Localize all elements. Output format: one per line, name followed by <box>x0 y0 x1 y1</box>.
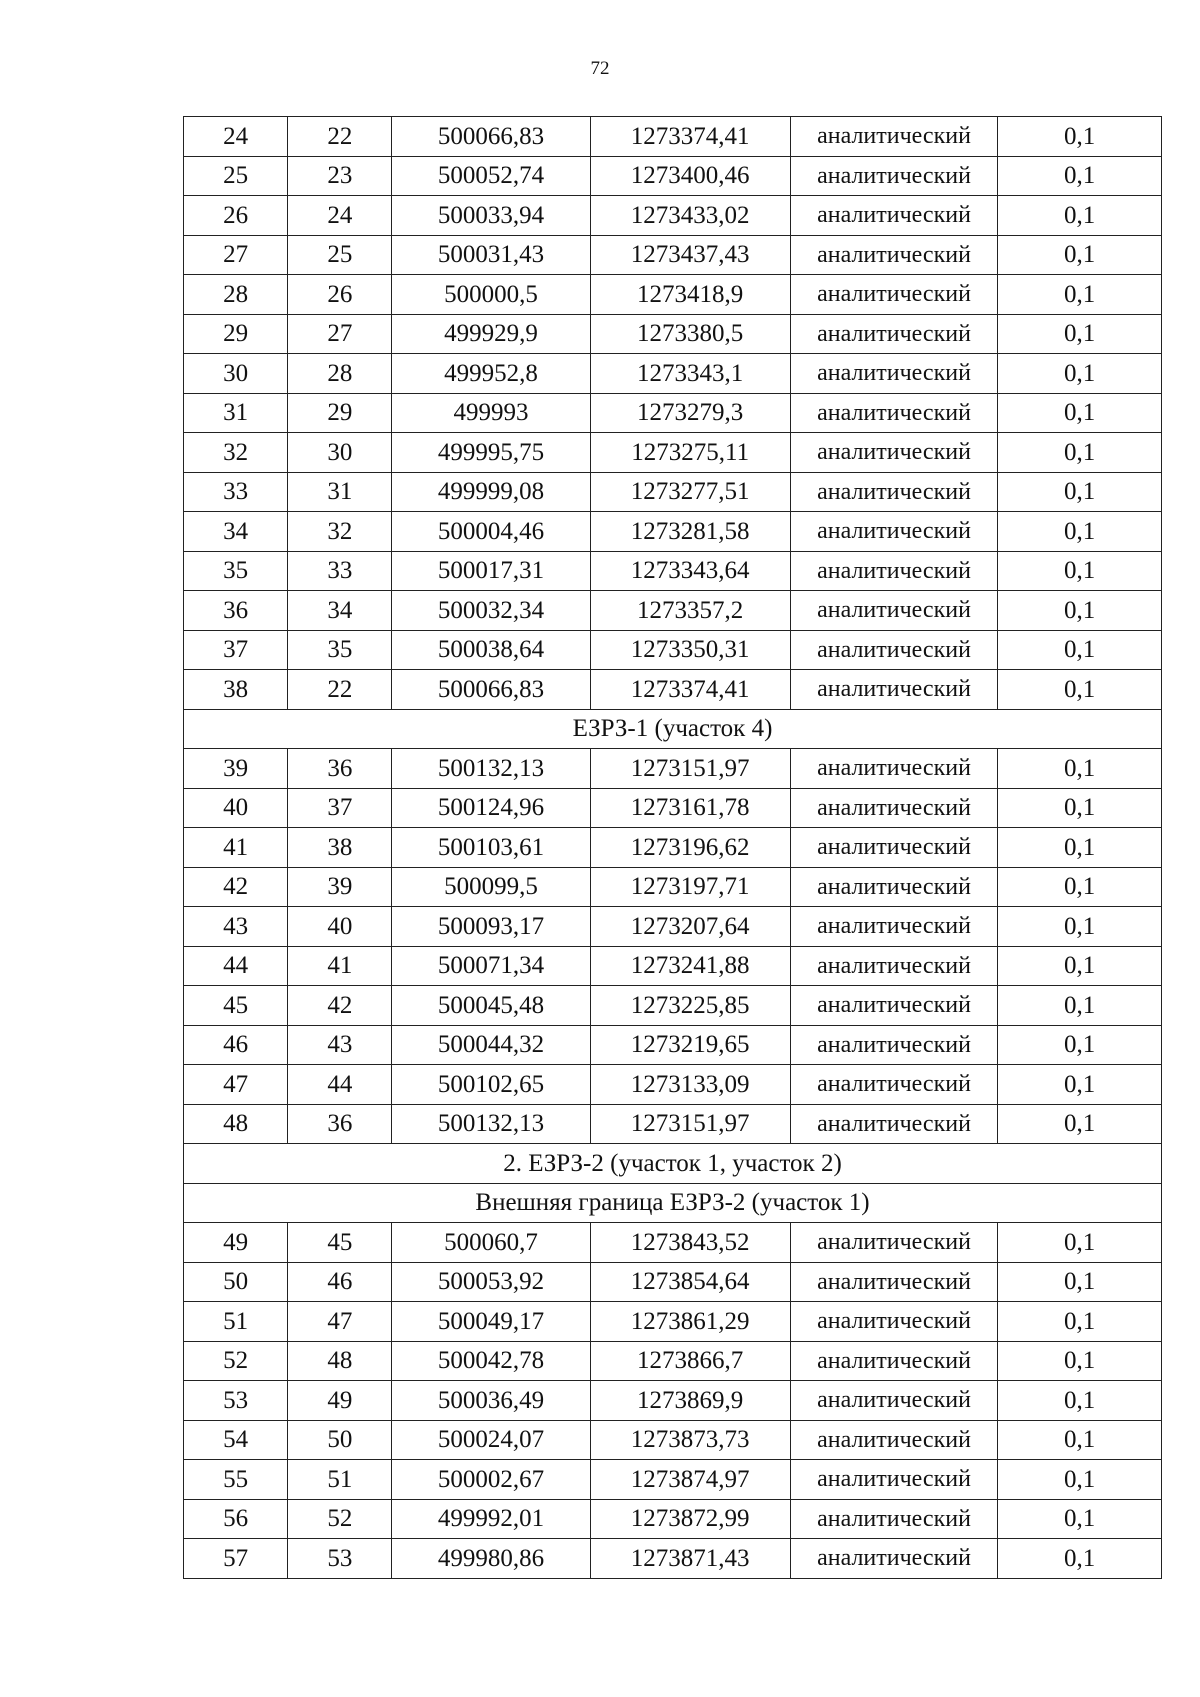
y-coordinate-cell: 1273872,99 <box>590 1499 790 1539</box>
x-coordinate-cell: 500093,17 <box>392 907 590 947</box>
point-number-cell: 49 <box>288 1381 392 1421</box>
table-row <box>184 1341 1162 1381</box>
x-coordinate-cell: 500071,34 <box>392 946 590 986</box>
x-coordinate-cell: 499992,01 <box>392 1499 590 1539</box>
point-number-cell: 48 <box>288 1341 392 1381</box>
y-coordinate-cell: 1273275,11 <box>590 433 790 473</box>
point-number-cell: 30 <box>288 433 392 473</box>
y-coordinate-cell: 1273871,43 <box>590 1539 790 1579</box>
x-coordinate-cell: 500038,64 <box>392 630 590 670</box>
table-row <box>184 1460 1162 1500</box>
section-title: ЕЗРЗ-1 (участок 4) <box>184 709 1162 749</box>
accuracy-cell: 0,1 <box>998 946 1162 986</box>
accuracy-cell: 0,1 <box>998 354 1162 394</box>
accuracy-cell: 0,1 <box>998 591 1162 631</box>
point-number-cell: 24 <box>288 196 392 236</box>
table-row <box>184 512 1162 552</box>
accuracy-cell: 0,1 <box>998 117 1162 157</box>
method-cell: аналитический <box>790 433 997 473</box>
accuracy-cell: 0,1 <box>998 986 1162 1026</box>
y-coordinate-cell: 1273869,9 <box>590 1381 790 1421</box>
y-coordinate-cell: 1273161,78 <box>590 788 790 828</box>
accuracy-cell: 0,1 <box>998 393 1162 433</box>
x-coordinate-cell: 500132,13 <box>392 749 590 789</box>
point-number-cell: 37 <box>288 788 392 828</box>
x-coordinate-cell: 499995,75 <box>392 433 590 473</box>
row-number-cell: 39 <box>184 749 288 789</box>
row-number-cell: 46 <box>184 1025 288 1065</box>
point-number-cell: 25 <box>288 235 392 275</box>
table-row <box>184 393 1162 433</box>
row-number-cell: 53 <box>184 1381 288 1421</box>
method-cell: аналитический <box>790 1341 997 1381</box>
x-coordinate-cell: 500045,48 <box>392 986 590 1026</box>
x-coordinate-cell: 499999,08 <box>392 472 590 512</box>
y-coordinate-cell: 1273197,71 <box>590 867 790 907</box>
point-number-cell: 23 <box>288 156 392 196</box>
point-number-cell: 45 <box>288 1223 392 1263</box>
accuracy-cell: 0,1 <box>998 1223 1162 1263</box>
accuracy-cell: 0,1 <box>998 551 1162 591</box>
point-number-cell: 38 <box>288 828 392 868</box>
row-number-cell: 55 <box>184 1460 288 1500</box>
row-number-cell: 38 <box>184 670 288 710</box>
point-number-cell: 42 <box>288 986 392 1026</box>
table-row <box>184 433 1162 473</box>
accuracy-cell: 0,1 <box>998 1025 1162 1065</box>
method-cell: аналитический <box>790 1381 997 1421</box>
point-number-cell: 44 <box>288 1065 392 1105</box>
accuracy-cell: 0,1 <box>998 275 1162 315</box>
point-number-cell: 33 <box>288 551 392 591</box>
accuracy-cell: 0,1 <box>998 1302 1162 1342</box>
row-number-cell: 48 <box>184 1104 288 1144</box>
table-row <box>184 591 1162 631</box>
row-number-cell: 31 <box>184 393 288 433</box>
row-number-cell: 50 <box>184 1262 288 1302</box>
accuracy-cell: 0,1 <box>998 1539 1162 1579</box>
accuracy-cell: 0,1 <box>998 788 1162 828</box>
point-number-cell: 26 <box>288 275 392 315</box>
row-number-cell: 51 <box>184 1302 288 1342</box>
accuracy-cell: 0,1 <box>998 1420 1162 1460</box>
x-coordinate-cell: 500004,46 <box>392 512 590 552</box>
y-coordinate-cell: 1273380,5 <box>590 314 790 354</box>
table-row <box>184 907 1162 947</box>
y-coordinate-cell: 1273357,2 <box>590 591 790 631</box>
table-row <box>184 986 1162 1026</box>
x-coordinate-cell: 500102,65 <box>392 1065 590 1105</box>
accuracy-cell: 0,1 <box>998 867 1162 907</box>
x-coordinate-cell: 500036,49 <box>392 1381 590 1421</box>
point-number-cell: 22 <box>288 117 392 157</box>
accuracy-cell: 0,1 <box>998 314 1162 354</box>
row-number-cell: 30 <box>184 354 288 394</box>
y-coordinate-cell: 1273418,9 <box>590 275 790 315</box>
point-number-cell: 32 <box>288 512 392 552</box>
row-number-cell: 45 <box>184 986 288 1026</box>
accuracy-cell: 0,1 <box>998 433 1162 473</box>
method-cell: аналитический <box>790 1223 997 1263</box>
y-coordinate-cell: 1273433,02 <box>590 196 790 236</box>
x-coordinate-cell: 500000,5 <box>392 275 590 315</box>
row-number-cell: 57 <box>184 1539 288 1579</box>
method-cell: аналитический <box>790 788 997 828</box>
x-coordinate-cell: 500060,7 <box>392 1223 590 1263</box>
row-number-cell: 47 <box>184 1065 288 1105</box>
method-cell: аналитический <box>790 275 997 315</box>
point-number-cell: 41 <box>288 946 392 986</box>
point-number-cell: 28 <box>288 354 392 394</box>
method-cell: аналитический <box>790 630 997 670</box>
point-number-cell: 47 <box>288 1302 392 1342</box>
x-coordinate-cell: 500049,17 <box>392 1302 590 1342</box>
y-coordinate-cell: 1273277,51 <box>590 472 790 512</box>
table-row <box>184 1381 1162 1421</box>
table-row <box>184 1025 1162 1065</box>
method-cell: аналитический <box>790 1499 997 1539</box>
method-cell: аналитический <box>790 1302 997 1342</box>
row-number-cell: 29 <box>184 314 288 354</box>
point-number-cell: 43 <box>288 1025 392 1065</box>
section-header-row <box>184 1144 1162 1184</box>
method-cell: аналитический <box>790 354 997 394</box>
table-row <box>184 946 1162 986</box>
method-cell: аналитический <box>790 591 997 631</box>
y-coordinate-cell: 1273854,64 <box>590 1262 790 1302</box>
x-coordinate-cell: 500044,32 <box>392 1025 590 1065</box>
table-row <box>184 196 1162 236</box>
table-row <box>184 630 1162 670</box>
accuracy-cell: 0,1 <box>998 670 1162 710</box>
row-number-cell: 54 <box>184 1420 288 1460</box>
x-coordinate-cell: 499929,9 <box>392 314 590 354</box>
point-number-cell: 53 <box>288 1539 392 1579</box>
method-cell: аналитический <box>790 1539 997 1579</box>
x-coordinate-cell: 500032,34 <box>392 591 590 631</box>
x-coordinate-cell: 500031,43 <box>392 235 590 275</box>
method-cell: аналитический <box>790 1104 997 1144</box>
table-row <box>184 235 1162 275</box>
table-row <box>184 1065 1162 1105</box>
row-number-cell: 36 <box>184 591 288 631</box>
method-cell: аналитический <box>790 117 997 157</box>
table-row <box>184 314 1162 354</box>
y-coordinate-cell: 1273133,09 <box>590 1065 790 1105</box>
y-coordinate-cell: 1273437,43 <box>590 235 790 275</box>
row-number-cell: 34 <box>184 512 288 552</box>
x-coordinate-cell: 500053,92 <box>392 1262 590 1302</box>
point-number-cell: 46 <box>288 1262 392 1302</box>
x-coordinate-cell: 499952,8 <box>392 354 590 394</box>
x-coordinate-cell: 499993 <box>392 393 590 433</box>
y-coordinate-cell: 1273151,97 <box>590 749 790 789</box>
table-row <box>184 1499 1162 1539</box>
coordinates-table <box>183 116 1162 1579</box>
table-row <box>184 354 1162 394</box>
table-row <box>184 670 1162 710</box>
row-number-cell: 40 <box>184 788 288 828</box>
method-cell: аналитический <box>790 828 997 868</box>
y-coordinate-cell: 1273374,41 <box>590 117 790 157</box>
table-row <box>184 867 1162 907</box>
accuracy-cell: 0,1 <box>998 235 1162 275</box>
accuracy-cell: 0,1 <box>998 196 1162 236</box>
row-number-cell: 32 <box>184 433 288 473</box>
accuracy-cell: 0,1 <box>998 1104 1162 1144</box>
y-coordinate-cell: 1273350,31 <box>590 630 790 670</box>
method-cell: аналитический <box>790 1025 997 1065</box>
row-number-cell: 37 <box>184 630 288 670</box>
method-cell: аналитический <box>790 393 997 433</box>
x-coordinate-cell: 499980,86 <box>392 1539 590 1579</box>
x-coordinate-cell: 500002,67 <box>392 1460 590 1500</box>
y-coordinate-cell: 1273219,65 <box>590 1025 790 1065</box>
x-coordinate-cell: 500124,96 <box>392 788 590 828</box>
point-number-cell: 40 <box>288 907 392 947</box>
accuracy-cell: 0,1 <box>998 156 1162 196</box>
point-number-cell: 52 <box>288 1499 392 1539</box>
y-coordinate-cell: 1273866,7 <box>590 1341 790 1381</box>
point-number-cell: 34 <box>288 591 392 631</box>
point-number-cell: 36 <box>288 749 392 789</box>
y-coordinate-cell: 1273241,88 <box>590 946 790 986</box>
accuracy-cell: 0,1 <box>998 828 1162 868</box>
x-coordinate-cell: 500042,78 <box>392 1341 590 1381</box>
point-number-cell: 31 <box>288 472 392 512</box>
accuracy-cell: 0,1 <box>998 630 1162 670</box>
point-number-cell: 51 <box>288 1460 392 1500</box>
method-cell: аналитический <box>790 1262 997 1302</box>
method-cell: аналитический <box>790 235 997 275</box>
row-number-cell: 28 <box>184 275 288 315</box>
accuracy-cell: 0,1 <box>998 1460 1162 1500</box>
y-coordinate-cell: 1273843,52 <box>590 1223 790 1263</box>
row-number-cell: 43 <box>184 907 288 947</box>
method-cell: аналитический <box>790 156 997 196</box>
table-row <box>184 1302 1162 1342</box>
section-title: 2. ЕЗРЗ-2 (участок 1, участок 2) <box>184 1144 1162 1184</box>
table-row <box>184 551 1162 591</box>
table-row <box>184 275 1162 315</box>
y-coordinate-cell: 1273225,85 <box>590 986 790 1026</box>
row-number-cell: 42 <box>184 867 288 907</box>
x-coordinate-cell: 500066,83 <box>392 117 590 157</box>
method-cell: аналитический <box>790 472 997 512</box>
y-coordinate-cell: 1273343,1 <box>590 354 790 394</box>
point-number-cell: 35 <box>288 630 392 670</box>
accuracy-cell: 0,1 <box>998 512 1162 552</box>
accuracy-cell: 0,1 <box>998 1499 1162 1539</box>
y-coordinate-cell: 1273343,64 <box>590 551 790 591</box>
y-coordinate-cell: 1273281,58 <box>590 512 790 552</box>
y-coordinate-cell: 1273279,3 <box>590 393 790 433</box>
y-coordinate-cell: 1273196,62 <box>590 828 790 868</box>
method-cell: аналитический <box>790 867 997 907</box>
method-cell: аналитический <box>790 986 997 1026</box>
accuracy-cell: 0,1 <box>998 1381 1162 1421</box>
x-coordinate-cell: 500033,94 <box>392 196 590 236</box>
point-number-cell: 27 <box>288 314 392 354</box>
table-row <box>184 1223 1162 1263</box>
y-coordinate-cell: 1273873,73 <box>590 1420 790 1460</box>
y-coordinate-cell: 1273861,29 <box>590 1302 790 1342</box>
point-number-cell: 36 <box>288 1104 392 1144</box>
table-row <box>184 749 1162 789</box>
section-header-row <box>184 709 1162 749</box>
row-number-cell: 56 <box>184 1499 288 1539</box>
method-cell: аналитический <box>790 670 997 710</box>
y-coordinate-cell: 1273207,64 <box>590 907 790 947</box>
y-coordinate-cell: 1273874,97 <box>590 1460 790 1500</box>
point-number-cell: 50 <box>288 1420 392 1460</box>
method-cell: аналитический <box>790 946 997 986</box>
row-number-cell: 33 <box>184 472 288 512</box>
row-number-cell: 41 <box>184 828 288 868</box>
row-number-cell: 49 <box>184 1223 288 1263</box>
x-coordinate-cell: 500017,31 <box>392 551 590 591</box>
point-number-cell: 39 <box>288 867 392 907</box>
table-row <box>184 1262 1162 1302</box>
table-row <box>184 828 1162 868</box>
x-coordinate-cell: 500103,61 <box>392 828 590 868</box>
accuracy-cell: 0,1 <box>998 1341 1162 1381</box>
table-row <box>184 1420 1162 1460</box>
method-cell: аналитический <box>790 749 997 789</box>
method-cell: аналитический <box>790 1065 997 1105</box>
row-number-cell: 52 <box>184 1341 288 1381</box>
method-cell: аналитический <box>790 1460 997 1500</box>
accuracy-cell: 0,1 <box>998 1262 1162 1302</box>
y-coordinate-cell: 1273374,41 <box>590 670 790 710</box>
x-coordinate-cell: 500066,83 <box>392 670 590 710</box>
y-coordinate-cell: 1273151,97 <box>590 1104 790 1144</box>
row-number-cell: 44 <box>184 946 288 986</box>
row-number-cell: 25 <box>184 156 288 196</box>
point-number-cell: 29 <box>288 393 392 433</box>
method-cell: аналитический <box>790 512 997 552</box>
accuracy-cell: 0,1 <box>998 749 1162 789</box>
row-number-cell: 26 <box>184 196 288 236</box>
accuracy-cell: 0,1 <box>998 1065 1162 1105</box>
table-row <box>184 788 1162 828</box>
table-row <box>184 1539 1162 1579</box>
table-body <box>184 117 1162 1579</box>
y-coordinate-cell: 1273400,46 <box>590 156 790 196</box>
x-coordinate-cell: 500132,13 <box>392 1104 590 1144</box>
method-cell: аналитический <box>790 196 997 236</box>
section-title: Внешняя граница ЕЗРЗ-2 (участок 1) <box>184 1183 1162 1223</box>
table-row <box>184 1104 1162 1144</box>
table-row <box>184 117 1162 157</box>
accuracy-cell: 0,1 <box>998 907 1162 947</box>
x-coordinate-cell: 500099,5 <box>392 867 590 907</box>
x-coordinate-cell: 500024,07 <box>392 1420 590 1460</box>
x-coordinate-cell: 500052,74 <box>392 156 590 196</box>
table-row <box>184 156 1162 196</box>
method-cell: аналитический <box>790 1420 997 1460</box>
point-number-cell: 22 <box>288 670 392 710</box>
method-cell: аналитический <box>790 907 997 947</box>
row-number-cell: 24 <box>184 117 288 157</box>
section-header-row <box>184 1183 1162 1223</box>
row-number-cell: 27 <box>184 235 288 275</box>
method-cell: аналитический <box>790 551 997 591</box>
row-number-cell: 35 <box>184 551 288 591</box>
page-number: 72 <box>590 58 610 79</box>
method-cell: аналитический <box>790 314 997 354</box>
accuracy-cell: 0,1 <box>998 472 1162 512</box>
table-row <box>184 472 1162 512</box>
